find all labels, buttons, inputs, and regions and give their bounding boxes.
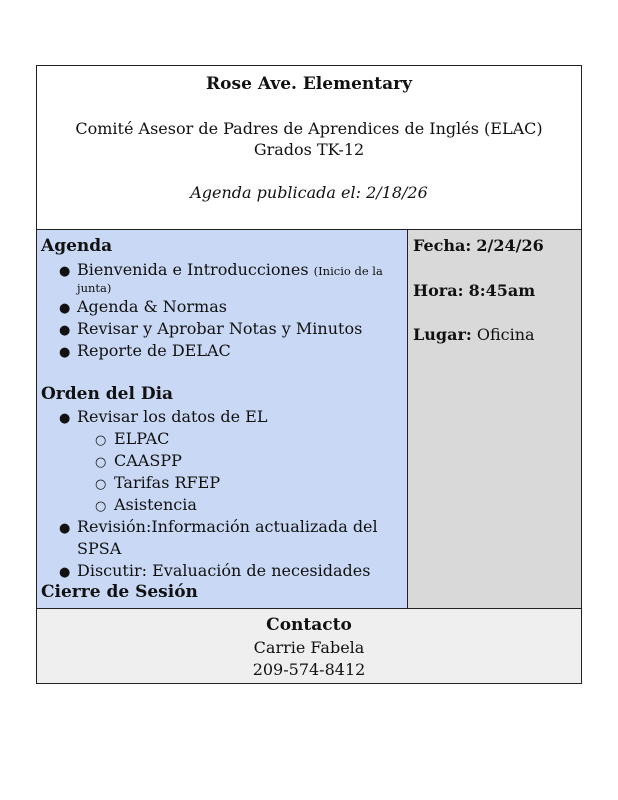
sub-list-item: ○ Asistencia [95,495,197,517]
list-item-continuation: SPSA [77,539,122,558]
list-item: ● Discutir: Evaluación de necesidades [59,561,370,583]
sub-list-item: ○ ELPAC [95,429,169,451]
contact-name: Carrie Fabela [253,638,365,657]
grades-line: Grados TK-12 [253,140,365,159]
meeting-date: Fecha: 2/24/26 [413,236,544,255]
closing-title: Cierre de Sesión [41,582,198,602]
published-date: Agenda publicada el: 2/18/26 [190,183,428,202]
bullet-icon: ● [59,565,71,580]
meeting-place: Lugar: Oficina [413,325,535,344]
bullet-icon: ● [59,323,71,338]
sub-list-item: ○ Tarifas RFEP [95,473,220,495]
contact-section [37,608,581,683]
committee-title [37,118,581,160]
list-item: ● Revisar los datos de EL [59,407,267,429]
committee-name: Comité Asesor de Padres de Aprendices de Inglés (ELAC) [75,119,543,138]
circle-bullet-icon: ○ [95,455,107,470]
list-item: ● Revisión:Información actualizada del [59,517,378,539]
list-item: ● Bienvenida e Introducciones (Inicio de la [59,260,383,282]
contact-phone: 209-574-8412 [252,660,366,679]
meeting-time: Hora: 8:45am [413,281,536,300]
meeting-details [408,230,581,608]
bullet-icon: ● [59,521,71,536]
contact-title: Contacto [266,615,352,635]
circle-bullet-icon: ○ [95,499,107,514]
circle-bullet-icon: ○ [95,477,107,492]
agenda-title: Agenda [41,236,113,256]
list-item: ● Agenda & Normas [59,297,227,319]
list-item: ● Revisar y Aprobar Notas y Minutos [59,319,362,341]
bullet-icon: ● [59,411,71,426]
agenda-section [37,230,408,608]
orden-title: Orden del Dia [41,384,174,404]
sub-list-item: ○ CAASPP [95,451,182,473]
circle-bullet-icon: ○ [95,433,107,448]
agenda-document [36,65,582,684]
header-section [37,66,581,230]
school-name: Rose Ave. Elementary [206,74,412,94]
bullet-icon: ● [59,264,71,279]
bullet-icon: ● [59,301,71,316]
list-item-note: junta) [77,281,112,295]
bullet-icon: ● [59,345,71,360]
list-item: ● Reporte de DELAC [59,341,231,363]
